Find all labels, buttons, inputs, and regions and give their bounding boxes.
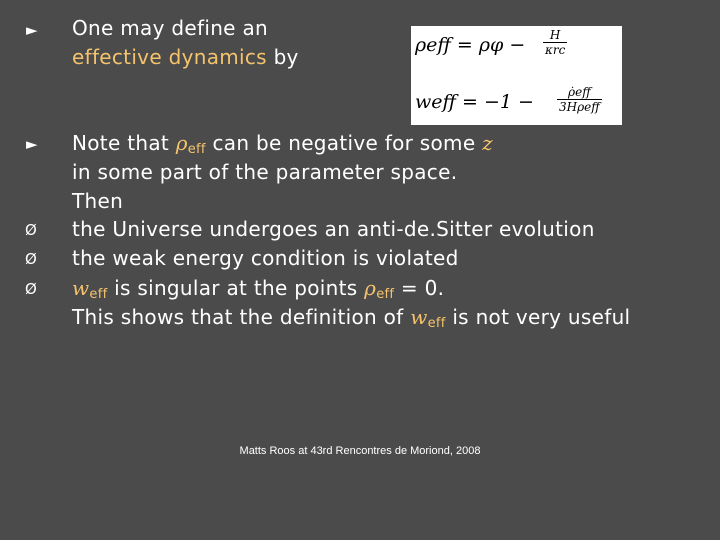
footer-credit: Matts Roos at 43rd Rencontres de Moriond, 2008 <box>239 445 481 457</box>
eff-subscript: eff <box>187 142 206 157</box>
eff-subscript: eff <box>427 316 446 331</box>
rho-symbol: ρ <box>364 276 377 300</box>
eff-subscript: eff <box>89 287 108 302</box>
item4-text: the weak energy condition is violated <box>72 246 459 270</box>
item2-line3: Then <box>72 189 124 213</box>
w-symbol: w <box>410 305 428 329</box>
fraction-1-denominator: κrc <box>545 43 566 57</box>
check-bullet-icon: Ø <box>25 280 37 298</box>
z-symbol: z <box>482 131 493 155</box>
note-that-text: Note that <box>72 131 176 155</box>
rho-symbol: ρ <box>175 131 188 155</box>
check-bullet-icon: Ø <box>25 221 37 239</box>
effective-dynamics-text: effective dynamics <box>72 45 267 69</box>
item6-text <box>72 305 630 329</box>
item1-line1: One may define an <box>72 16 268 40</box>
equation-fraction-2 <box>557 85 602 114</box>
singular-text: is singular at the points <box>107 276 365 300</box>
w-symbol: w <box>72 276 90 300</box>
item3-text: the Universe undergoes an anti-de.Sitter evolution <box>72 217 595 241</box>
not-useful-text: is not very useful <box>445 305 631 329</box>
fraction-1-numerator: H <box>543 28 567 43</box>
item2-line2: in some part of the parameter space. <box>72 160 458 184</box>
equals-zero-text: = 0. <box>394 276 445 300</box>
check-bullet-icon: Ø <box>25 250 37 268</box>
arrow-bullet-icon: ► <box>26 21 38 39</box>
equation-fraction-1 <box>543 28 567 57</box>
by-text: by <box>266 45 299 69</box>
eff-subscript: eff <box>376 287 395 302</box>
item2-line1 <box>72 131 493 155</box>
fraction-2-numerator: ρ̇eff <box>557 85 602 100</box>
arrow-bullet-icon: ► <box>26 135 38 153</box>
equation-w-eff: weff = −1 − <box>415 91 534 113</box>
shows-text: This shows that the definition of <box>72 305 411 329</box>
item5-text <box>72 276 444 300</box>
equation-rho-eff: ρeff = ρφ − <box>415 34 526 56</box>
fraction-2-denominator: 3Hρeff <box>559 100 600 114</box>
negative-text: can be negative for some <box>205 131 483 155</box>
item1-line2 <box>72 45 299 69</box>
equation-image <box>411 26 622 125</box>
